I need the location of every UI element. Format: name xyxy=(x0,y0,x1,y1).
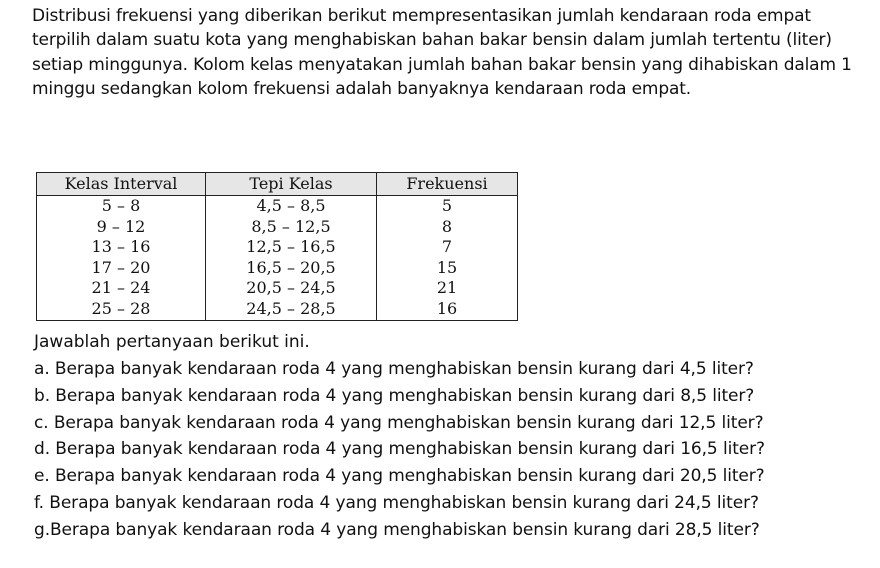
question-item-d: d. Berapa banyak kendaraan roda 4 yang menghabiskan bensin kurang dari 16,5 liter? xyxy=(34,439,765,460)
cell-kelas-interval: 25 – 28 xyxy=(37,299,206,320)
cell-tepi-kelas: 8,5 – 12,5 xyxy=(206,217,377,238)
cell-frekuensi: 21 xyxy=(377,278,518,299)
question-item-b: b. Berapa banyak kendaraan roda 4 yang menghabiskan bensin kurang dari 8,5 liter? xyxy=(34,385,755,406)
header-tepi-kelas: Tepi Kelas xyxy=(206,173,377,196)
cell-tepi-kelas: 16,5 – 20,5 xyxy=(206,258,377,279)
cell-tepi-kelas: 12,5 – 16,5 xyxy=(206,237,377,258)
cell-frekuensi: 15 xyxy=(377,258,518,279)
table-row xyxy=(37,299,518,320)
cell-frekuensi: 5 xyxy=(377,196,518,217)
table-row xyxy=(37,237,518,258)
question-item-c: c. Berapa banyak kendaraan roda 4 yang menghabiskan bensin kurang dari 12,5 liter? xyxy=(34,412,764,433)
cell-kelas-interval: 13 – 16 xyxy=(37,237,206,258)
intro-paragraph: Distribusi frekuensi yang diberikan berikut mempresentasikan jumlah kendaraan roda empat terpilih dalam suatu kota yang menghabiskan bahan bakar bensin dalam jumlah tertentu (liter) setiap minggunya. Kolom kelas menyatakan jumlah bahan bakar bensin yang dihabiskan dalam 1 minggu sedangkan kolom frekuensi adalah banyaknya kendaraan roda empat. xyxy=(32,6,852,100)
header-kelas-interval: Kelas Interval xyxy=(37,173,206,196)
question-item-e: e. Berapa banyak kendaraan roda 4 yang menghabiskan bensin kurang dari 20,5 liter? xyxy=(34,466,765,487)
question-list xyxy=(34,356,765,544)
question-item-a: a. Berapa banyak kendaraan roda 4 yang menghabiskan bensin kurang dari 4,5 liter? xyxy=(34,359,754,379)
question-item-g: g.Berapa banyak kendaraan roda 4 yang menghabiskan bensin kurang dari 28,5 liter? xyxy=(34,519,760,540)
table-header-row xyxy=(37,173,518,196)
table-row xyxy=(37,196,518,217)
cell-kelas-interval: 17 – 20 xyxy=(37,258,206,279)
cell-frekuensi: 16 xyxy=(377,299,518,320)
frequency-table xyxy=(36,172,518,321)
cell-kelas-interval: 5 – 8 xyxy=(37,196,206,217)
cell-frekuensi: 7 xyxy=(377,237,518,258)
question-item-f: f. Berapa banyak kendaraan roda 4 yang menghabiskan bensin kurang dari 24,5 liter? xyxy=(34,492,759,513)
cell-tepi-kelas: 4,5 – 8,5 xyxy=(206,196,377,217)
cell-kelas-interval: 21 – 24 xyxy=(37,278,206,299)
cell-kelas-interval: 9 – 12 xyxy=(37,217,206,238)
table-row xyxy=(37,278,518,299)
table-row xyxy=(37,258,518,279)
cell-tepi-kelas: 20,5 – 24,5 xyxy=(206,278,377,299)
instruction-text: Jawablah pertanyaan berikut ini. xyxy=(34,332,310,352)
cell-frekuensi: 8 xyxy=(377,217,518,238)
cell-tepi-kelas: 24,5 – 28,5 xyxy=(206,299,377,320)
header-frekuensi: Frekuensi xyxy=(377,173,518,196)
table-row xyxy=(37,217,518,238)
